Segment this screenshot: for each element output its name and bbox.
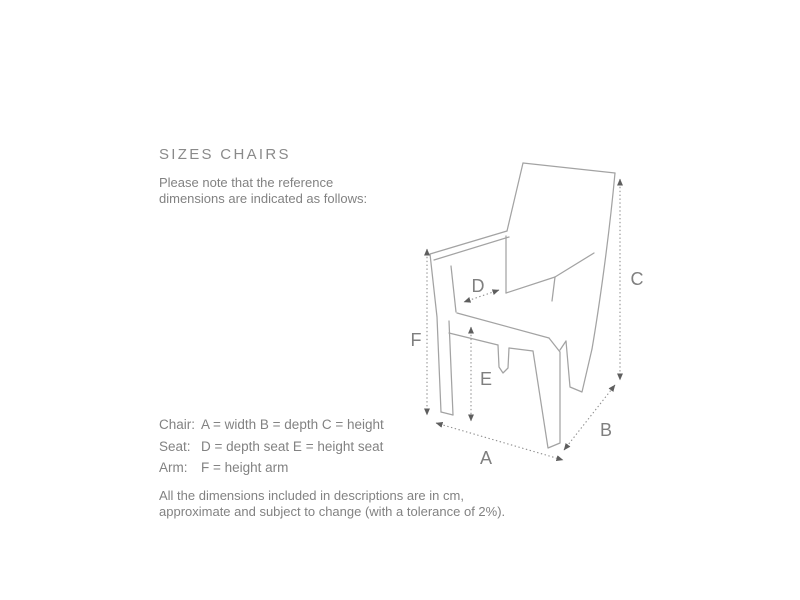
chair-seat-left-corner-edge [451, 266, 456, 312]
legend-row-chair [159, 414, 384, 436]
chair-right-silhouette [592, 173, 615, 349]
chair-front-rail-bottom-left [449, 333, 498, 345]
legend-label-chair: Chair: [159, 417, 196, 432]
legend-text-seat: D = depth seat E = height seat [201, 438, 384, 454]
chair-back-left-leg [498, 345, 509, 373]
dimension-label-D: D [471, 276, 485, 296]
chair-drawing [430, 163, 615, 448]
legend-row-arm [159, 457, 384, 479]
legend-label-arm: Arm: [159, 460, 188, 476]
dimension-legend [159, 414, 384, 479]
chair-back-right-leg [566, 341, 592, 392]
intro-line-2: dimensions are indicated as follows: [159, 191, 368, 206]
chair-left-leg-inner-edge [449, 321, 453, 415]
chair-right-armrest-top-edge [555, 253, 594, 277]
dimension-label-A: A [479, 448, 493, 468]
page-title: SIZES CHAIRS [159, 146, 291, 163]
dimension-label-C: C [630, 269, 644, 289]
chair-left-panel-front-edge [430, 254, 441, 412]
dimension-label-E: E [479, 369, 493, 389]
chair-seat-front-edge [457, 313, 549, 338]
legend-row-seat [159, 436, 384, 458]
dimension-label-F: F [410, 330, 422, 350]
legend-label-seat: Seat: [159, 438, 191, 454]
chair-front-right-leg [533, 338, 560, 448]
dimension-label-B: B [599, 420, 613, 440]
chair-left-armrest-inner-edge [434, 237, 509, 260]
chair-left-armrest-outer-edge [430, 231, 507, 254]
chair-backrest-left-edge [507, 163, 523, 231]
dimension-arrow-B-depth [564, 385, 615, 450]
footer-note [159, 488, 505, 520]
intro-line-1: Please note that the reference [159, 175, 334, 190]
footer-line-2: approximate and subject to change (with a tolerance of 2%). [159, 504, 506, 519]
legend-text-chair: A = width B = depth C = height [201, 417, 384, 432]
legend-text-arm: F = height arm [201, 460, 289, 476]
chair-front-rail-bottom-right [509, 348, 533, 351]
chair-side-rail-bottom-edge [560, 341, 566, 350]
footer-line-1: All the dimensions included in descriptions are in cm, [159, 488, 464, 503]
chair-seat-back-edge [506, 277, 555, 293]
dimension-arrows [427, 179, 620, 460]
chair-right-armrest-front-edge [552, 277, 555, 301]
chair-left-leg-bottom [441, 412, 453, 415]
chair-backrest-top-edge [523, 163, 615, 173]
dimension-labels [411, 269, 644, 468]
dimension-arrow-A-width [436, 423, 563, 460]
